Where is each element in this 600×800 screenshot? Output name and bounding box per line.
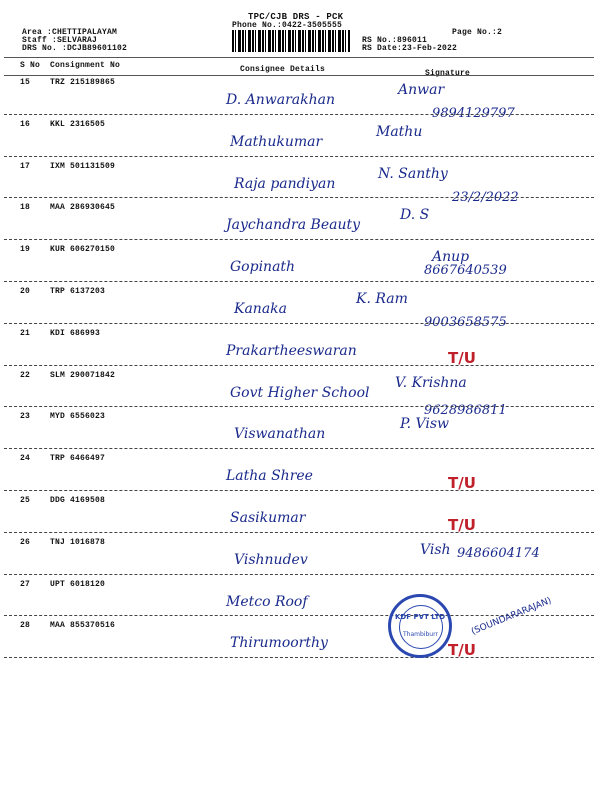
row-consignee-name: D. Anwarakhan: [226, 92, 335, 108]
row-signature: Vish: [420, 541, 451, 558]
stamp-text: KDF PVT LTD: [395, 613, 446, 621]
row-sno: 20: [20, 287, 31, 296]
staff-label: Staff :SELVARAJ: [22, 36, 98, 45]
row-signature: Mathu: [376, 123, 423, 140]
row-consignment-no: UPT 6018120: [50, 579, 106, 589]
row-signature-note: 9628986811: [424, 402, 507, 418]
row-separator: [4, 323, 594, 324]
col-sno: S No: [20, 61, 41, 70]
row-signature: Anup: [432, 249, 470, 266]
row-signature: D. S: [400, 207, 430, 224]
row-consignment-no: TRZ 215189865: [50, 78, 116, 87]
row-sno: 23: [20, 412, 31, 422]
row-separator: [4, 532, 594, 533]
row-consignee-name: Jaychandra Beauty: [226, 217, 361, 234]
row-separator: [4, 156, 594, 157]
row-signature: K. Ram: [356, 291, 408, 307]
row-sno: 19: [20, 245, 31, 255]
row-consignee-name: Latha Shree: [226, 468, 313, 485]
row-sno: 16: [20, 119, 31, 129]
row-consignment-no: SLM 290071842: [50, 370, 116, 380]
row-sno: 22: [20, 370, 31, 380]
row-consignment-no: TRP 6137203: [50, 287, 106, 296]
row-separator: [4, 574, 594, 575]
row-consignee-name: Vishnudev: [234, 551, 308, 568]
row-consignee-name: Prakartheeswaran: [226, 342, 357, 359]
row-consignment-no: MAA 286930645: [50, 203, 116, 213]
stamp-inner-ring: [399, 605, 443, 649]
rs-number: RS No.:896011: [362, 36, 428, 45]
drs-number: DRS No. :DCJB89601102: [22, 44, 128, 53]
row-consignee-name: Govt Higher School: [230, 384, 370, 401]
row-separator: [4, 281, 594, 282]
page-number: Page No.:2: [452, 28, 503, 37]
row-consignment-no: TNJ 1016878: [50, 537, 106, 547]
row-sno: 26: [20, 537, 31, 547]
row-status-mark: T/U: [448, 516, 476, 534]
row-consignee-name: Kanaka: [234, 301, 287, 317]
rs-date: RS Date:23-Feb-2022: [362, 44, 458, 53]
row-consignment-no: IXM 501131509: [50, 161, 116, 171]
row-signature-note: 9894129797: [432, 106, 515, 121]
row-sno: 15: [20, 78, 31, 87]
row-consignee-name: Gopinath: [230, 259, 296, 276]
row-separator: [4, 197, 594, 198]
row-status-mark: T/U: [448, 474, 476, 493]
row-sno: 28: [20, 621, 31, 631]
document-title: TPC/CJB DRS - PCK: [248, 12, 344, 22]
header-top-rule: [4, 57, 594, 58]
row-separator: [4, 490, 594, 491]
row-consignee-name: Mathukumar: [230, 133, 323, 150]
row-sno: 17: [20, 161, 31, 171]
row-consignee-name: Metco Roof: [226, 593, 308, 610]
row-consignee-name: Thirumoorthy: [230, 635, 328, 652]
row-sno: 25: [20, 496, 31, 505]
area-label: Area :CHETTIPALAYAM: [22, 28, 118, 37]
row-separator: [4, 365, 594, 366]
row-status-mark: T/U: [448, 348, 476, 367]
row-separator: [4, 114, 594, 115]
row-consignee-name: Sasikumar: [230, 510, 306, 526]
row-signature: N. Santhy: [378, 165, 448, 182]
row-consignment-no: MAA 855370516: [50, 621, 116, 631]
col-signature: Signature: [425, 69, 471, 78]
company-stamp: [388, 594, 452, 658]
row-separator: [4, 239, 594, 240]
row-consignment-no: MYD 6556023: [50, 412, 106, 422]
row-separator: [4, 657, 594, 658]
row-sno: 27: [20, 579, 31, 589]
row-signature-note: 23/2/2022: [452, 189, 519, 205]
row-separator: [4, 448, 594, 449]
stamp-place: Thambiburr: [403, 631, 438, 638]
row-consignment-no: TRP 6466497: [50, 454, 106, 464]
row-consignee-name: Raja pandiyan: [234, 175, 336, 192]
col-consignment: Consignment No: [50, 61, 121, 70]
row-consignment-no: KDI 686993: [50, 328, 101, 338]
row-consignment-no: KUR 606270150: [50, 245, 116, 255]
row-signature-note: 9003658575: [424, 315, 507, 330]
row-sno: 21: [20, 328, 31, 338]
row-signature: V. Krishna: [395, 374, 467, 391]
row-signature-note: 9486604174: [457, 545, 540, 561]
row-separator: [4, 406, 594, 407]
phone-number: Phone No.:0422-3505555: [232, 21, 343, 30]
stamp-side-name: (SOUNDARARAJAN): [470, 595, 554, 638]
row-consignment-no: DDG 4169508: [50, 496, 106, 505]
row-consignment-no: KKL 2316505: [50, 119, 106, 129]
row-signature-note: 8667640539: [424, 263, 507, 279]
row-sno: 24: [20, 454, 31, 464]
row-signature: Anwar: [398, 82, 445, 98]
row-sno: 18: [20, 203, 31, 213]
row-status-mark: T/U: [448, 641, 476, 660]
row-consignee-name: Viswanathan: [234, 426, 326, 443]
col-consignee: Consignee Details: [240, 65, 326, 74]
barcode: [232, 30, 350, 52]
row-signature: P. Visw: [400, 416, 449, 433]
header-bottom-rule: [4, 75, 594, 76]
